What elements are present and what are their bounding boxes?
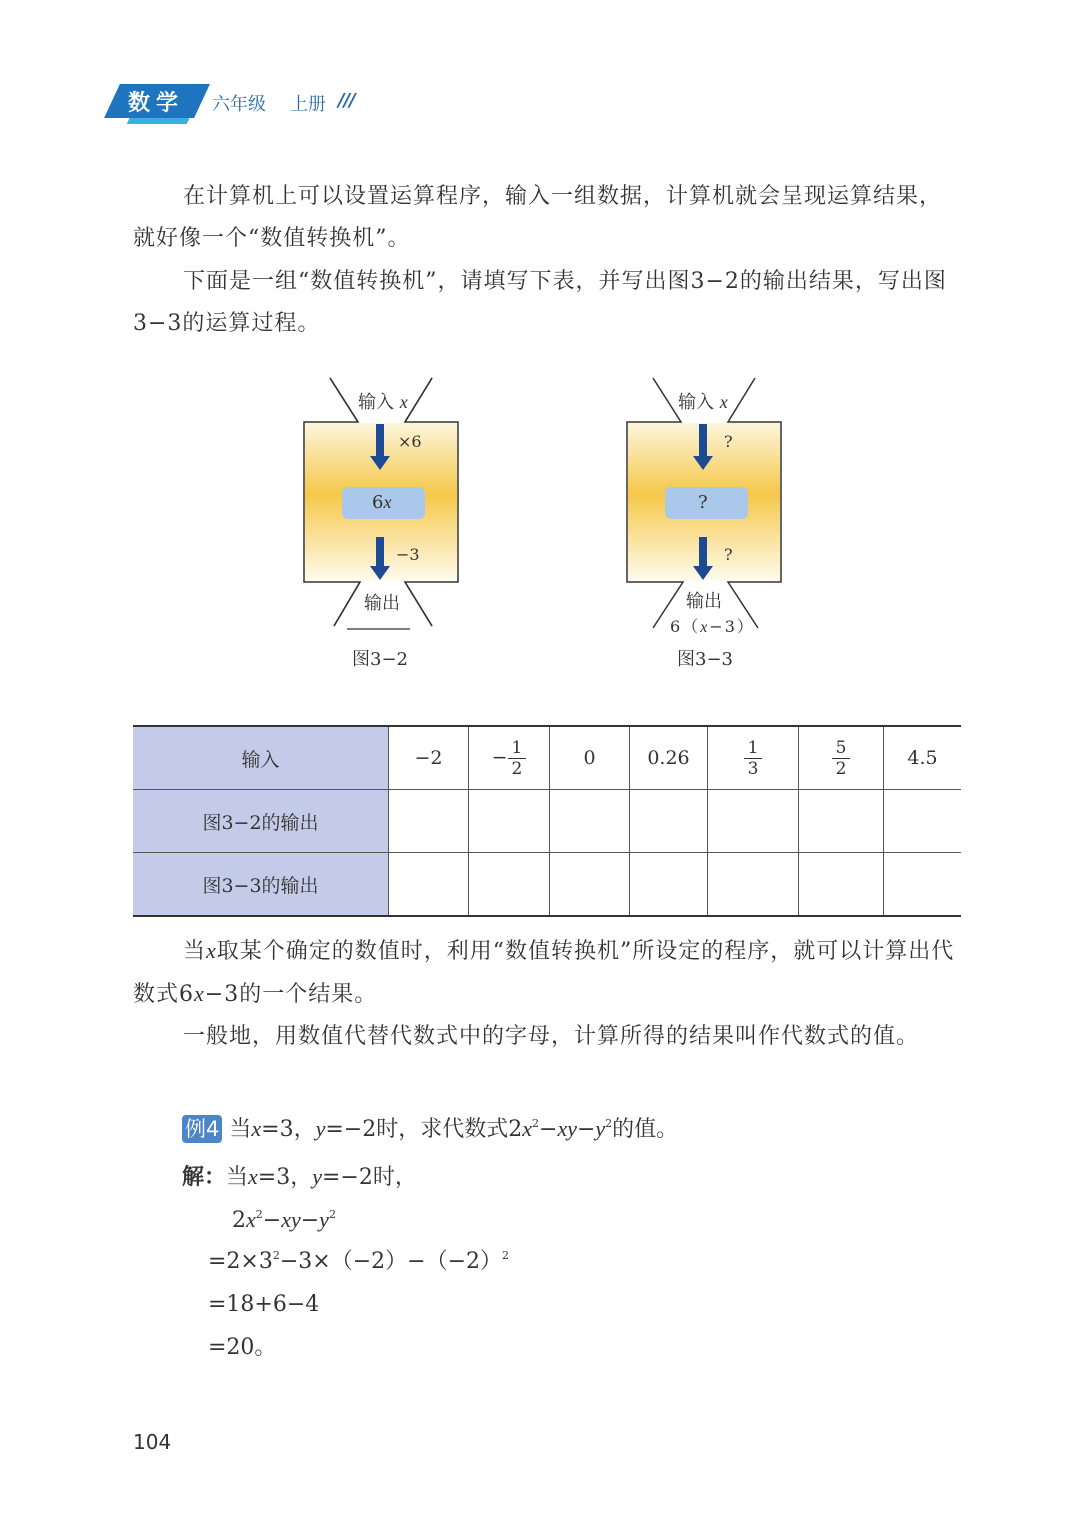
example-question: 例4 当x=3，y=−2时，求代数式$2x^2-xy-y^2$的值。 (182, 1114, 678, 1145)
row-header: 图3−2的输出 (133, 790, 389, 853)
solution-line-1: 解：当x=3，y=−2时， (182, 1164, 417, 1190)
row-header: 输入 (133, 726, 389, 790)
input-cell: $\frac{5}{2}$ (799, 726, 884, 790)
fig1-output-label: 输出 (364, 593, 400, 614)
fig2-step1: ? (724, 432, 733, 451)
fig2-input-label: 输入 x (678, 392, 728, 413)
input-cell: 4.5 (884, 726, 962, 790)
fig1-caption: 图3−2 (352, 649, 408, 670)
solution-line-2: $2x^2-xy-y^2$ (232, 1207, 336, 1233)
conversion-table (133, 725, 961, 917)
answer-cell[interactable] (799, 790, 884, 853)
table-row-fig1-output (133, 790, 961, 853)
answer-cell[interactable] (389, 790, 469, 853)
fig1-middle: 6x (372, 492, 392, 513)
solution-line-5: =20。 (208, 1335, 277, 1360)
solution-line-3: $=2\times 3^2-3\times(-2)-(-2)^2$ (208, 1249, 510, 1274)
answer-cell[interactable] (884, 790, 962, 853)
subject-title: 数学 (128, 91, 185, 116)
answer-cell[interactable] (630, 790, 708, 853)
fig1-step2: −3 (396, 545, 420, 564)
fig1-input-label: 输入 x (358, 392, 408, 413)
intro-paragraph-1: 在计算机上可以设置运算程序，输入一组数据，计算机就会呈现运算结果，就好像一个“数值转换机”。 (133, 184, 943, 251)
table-row-input (133, 726, 961, 790)
fig2-output-expression: 6（x−3） (670, 617, 755, 636)
answer-cell[interactable] (550, 853, 630, 917)
header-decor: /// (338, 90, 355, 111)
table-row-fig2-output (133, 853, 961, 917)
answer-cell[interactable] (708, 853, 799, 917)
volume-label: 上册 (290, 94, 326, 115)
example-badge: 例4 (182, 1115, 222, 1143)
answer-cell[interactable] (630, 853, 708, 917)
fig2-step2: ? (724, 545, 733, 564)
input-cell: − $\frac{1}{2}$ (469, 726, 550, 790)
row-header: 图3−3的输出 (133, 853, 389, 917)
page-number: 104 (133, 1430, 172, 1454)
input-cell: 0 (550, 726, 630, 790)
input-cell: −2 (389, 726, 469, 790)
paragraph-4-definition: 一般地，用数值代替代数式中的字母，计算所得的结果叫作代数式的值。 (183, 1024, 920, 1049)
answer-cell[interactable] (550, 790, 630, 853)
intro-paragraph-2: 下面是一组“数值转换机”，请填写下表，并写出图3−2的输出结果，写出图3−3的运算过程。 (133, 269, 947, 336)
answer-cell[interactable] (469, 853, 550, 917)
fig2-output-label: 输出 (686, 591, 722, 612)
answer-cell[interactable] (708, 790, 799, 853)
fig2-middle: ? (698, 492, 708, 513)
fig1-step1: ×6 (398, 432, 422, 451)
answer-cell[interactable] (389, 853, 469, 917)
input-cell: $\frac{1}{3}$ (708, 726, 799, 790)
paragraph-3: 当x取某个确定的数值时，利用“数值转换机”所设定的程序，就可以计算出代数式6x−3的一个结果。 (133, 938, 955, 1007)
solution-line-4: =18+6−4 (208, 1292, 320, 1317)
answer-cell[interactable] (469, 790, 550, 853)
answer-cell[interactable] (884, 853, 962, 917)
fig2-caption: 图3−3 (677, 649, 733, 670)
answer-cell[interactable] (799, 853, 884, 917)
grade-label: 六年级 (212, 94, 266, 115)
input-cell: 0.26 (630, 726, 708, 790)
